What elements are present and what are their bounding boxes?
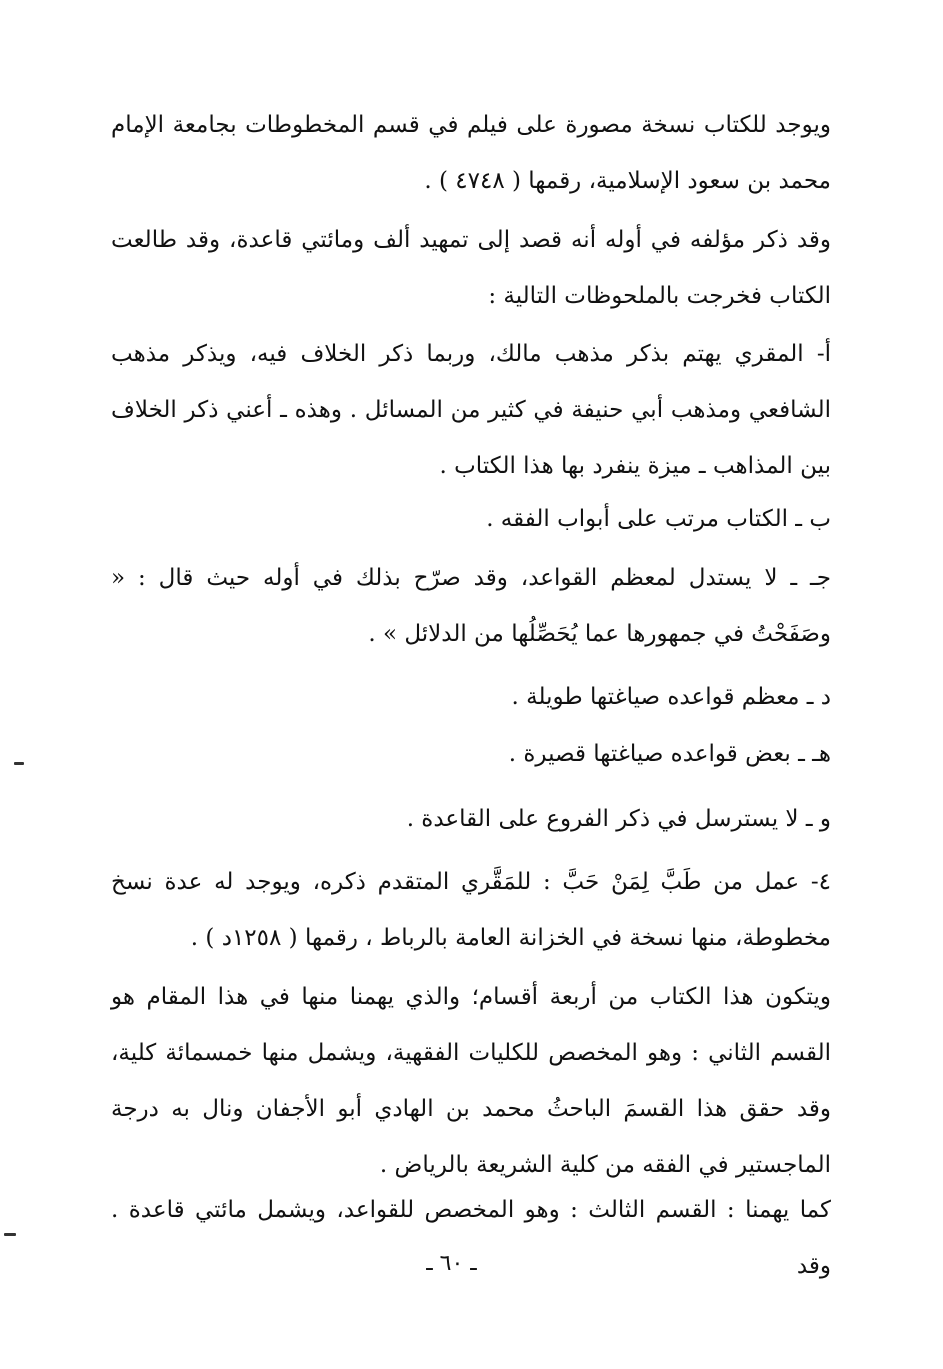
margin-mark <box>4 1233 16 1236</box>
margin-mark <box>14 762 24 765</box>
paragraph-author-intent: وقد ذكر مؤلفه في أوله أنه قصد إلى تمهيد ألف ومائتي قاعدة، وقد طالعت الكتاب فخرجت بالملحوظات التالية : <box>111 227 831 309</box>
note-b-arrangement: ب ـ الكتاب مرتب على أبواب الفقه . <box>486 506 831 532</box>
paragraph-manuscript-copy: ويوجد للكتاب نسخة مصورة على فيلم في قسم المخطوطات بجامعة الإمام محمد بن سعود الإسلامية، رقمها ( ٤٧٤٨ ) . <box>111 112 831 194</box>
note-e-short-rules: هـ ـ بعض قواعده صياغتها قصيرة . <box>508 741 831 767</box>
paragraph-four-sections: ويتكون هذا الكتاب من أربعة أقسام؛ والذي يهمنا منها في هذا المقام هو القسم الثاني : وهو المخصص للكليات الفقهية، ويشمل منها خمسمائة كلية، وقد حقق هذا القسمَ الباحثُ محمد بن الهادي أبو الأجفان ونال به درجة الماجستير في الفقه من كلية الشريعة بالرياض . <box>111 984 831 1178</box>
note-a-madhhab: أ- المقري يهتم بذكر مذهب مالك، وربما ذكر الخلاف فيه، ويذكر مذهب الشافعي ومذهب أبي حنيفة في كثير من المسائل . وهذه ـ أعني ذكر الخلاف بين المذاهب ـ ميزة ينفرد بها هذا الكتاب . <box>111 341 831 479</box>
note-c-evidence: جـ ـ لا يستدل لمعظم القواعد، وقد صرّح بذلك في أوله حيث قال : « وصَفَحْتُ في جمهورها عما يُحَصِّلُها من الدلائل » . <box>111 565 831 647</box>
note-f-branches: و ـ لا يسترسل في ذكر الفروع على القاعدة . <box>406 806 831 832</box>
paragraph-third-section: كما يهمنا : القسم الثالث : وهو المخصص للقواعد، ويشمل مائتي قاعدة . وقد <box>111 1197 831 1279</box>
item-4-amal-man-tabba: ٤- عمل من طَبَّ لِمَنْ حَبَّ : للمَقَّري المتقدم ذكره، ويوجد له عدة نسخ مخطوطة، منها نسخة في الخزانة العامة بالرباط ، رقمها ( ١٢٥٨د ) . <box>111 869 831 951</box>
page-number: ـ ٦٠ ـ <box>426 1251 477 1276</box>
note-d-long-rules: د ـ معظم قواعده صياغتها طويلة . <box>511 684 831 710</box>
